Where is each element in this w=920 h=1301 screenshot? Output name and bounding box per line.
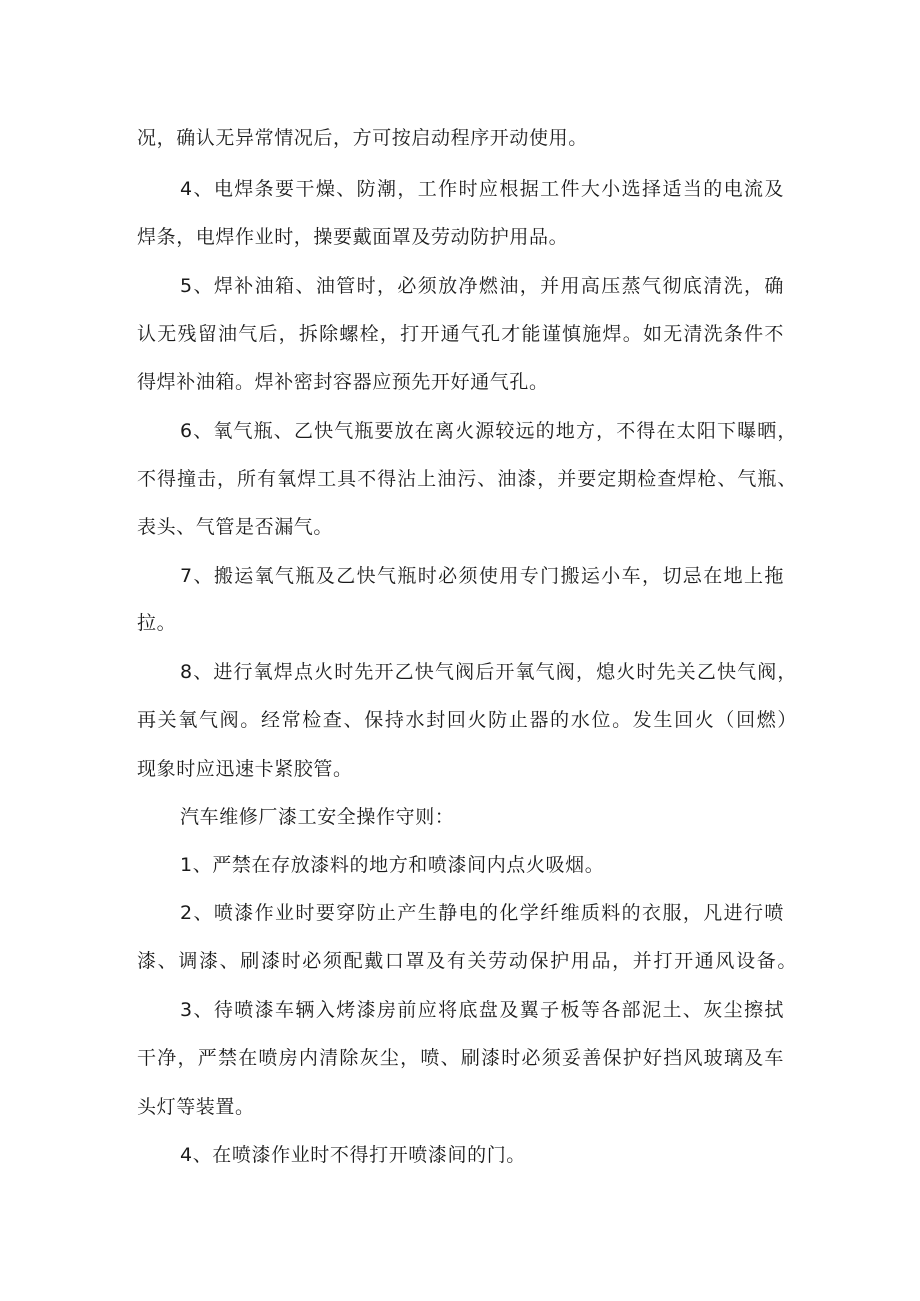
text-line: 2、喷漆作业时要穿防止产生静电的化学纤维质料的衣服，凡进行喷 xyxy=(180,902,784,924)
text-line: 8、进行氧焊点火时先开乙快气阀后开氧气阀，熄火时先关乙快气阀， xyxy=(180,661,797,683)
text-line: 不得撞击，所有氧焊工具不得沾上油污、油漆，并要定期检查焊枪、气瓶、 xyxy=(137,468,797,490)
text-line: 认无残留油气后，拆除螺栓，打开通气孔才能谨慎施焊。如无清洗条件不 xyxy=(137,323,784,345)
text-line: 现象时应迅速卡紧胶管。 xyxy=(137,758,353,780)
text-line: 5、焊补油箱、油管时，必须放净燃油，并用高压蒸气彻底清洗，确 xyxy=(180,275,784,297)
text-line: 况，确认无异常情况后，方可按启动程序开动使用。 xyxy=(137,127,588,149)
text-line: 再关氧气阀。经常检查、保持水封回火防止器的水位。发生回火（回燃） xyxy=(137,709,797,731)
text-line: 头灯等装置。 xyxy=(137,1096,255,1118)
text-line: 表头、气管是否漏气。 xyxy=(137,516,334,538)
text-line: 漆、调漆、刷漆时必须配戴口罩及有关劳动保护用品，并打开通风设备。 xyxy=(137,950,797,972)
text-line: 1、严禁在存放漆料的地方和喷漆间内点火吸烟。 xyxy=(180,854,605,876)
text-line: 拉。 xyxy=(137,612,177,634)
text-line: 4、在喷漆作业时不得打开喷漆间的门。 xyxy=(180,1144,526,1166)
text-line: 焊条，电焊作业时，操要戴面罩及劳动防护用品。 xyxy=(137,226,569,248)
text-line: 干净，严禁在喷房内清除灰尘，喷、刷漆时必须妥善保护好挡风玻璃及车 xyxy=(137,1047,784,1069)
text-line: 得焊补油箱。焊补密封容器应预先开好通气孔。 xyxy=(137,371,549,393)
text-line: 3、待喷漆车辆入烤漆房前应将底盘及翼子板等各部泥土、灰尘擦拭 xyxy=(180,999,784,1021)
text-line: 7、搬运氧气瓶及乙快气瓶时必须使用专门搬运小车，切忌在地上拖 xyxy=(180,565,784,587)
section-heading: 汽车维修厂漆工安全操作守则： xyxy=(180,806,455,828)
text-line: 6、氧气瓶、乙快气瓶要放在离火源较远的地方，不得在太阳下曝晒， xyxy=(180,420,797,442)
text-line: 4、电焊条要干燥、防潮，工作时应根据工件大小选择适当的电流及 xyxy=(180,178,784,200)
